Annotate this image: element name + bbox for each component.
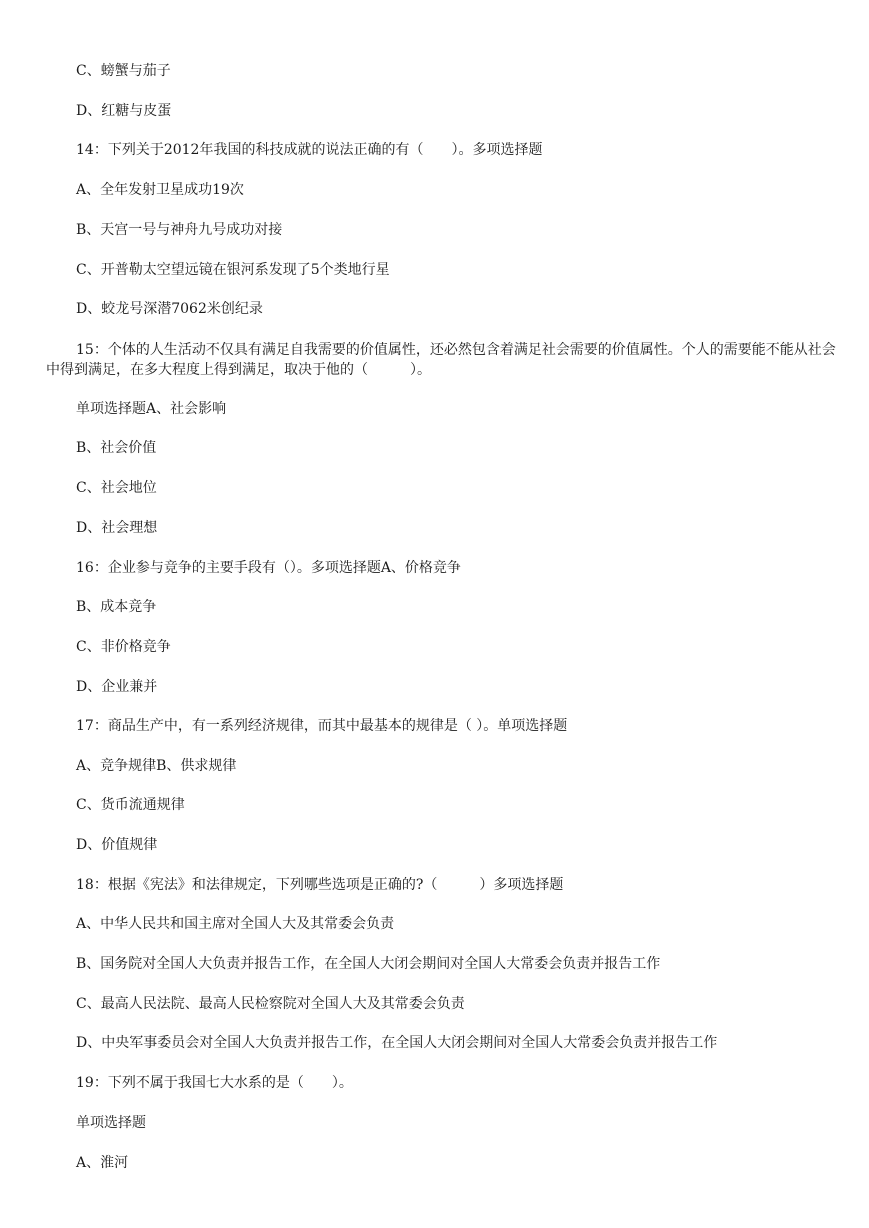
option-c-q14: C、开普勒太空望远镜在银河系发现了5个类地行星 <box>76 262 390 278</box>
question-18: 18：根据《宪法》和法律规定，下列哪些选项是正确的?（ ）多项选择题 <box>76 877 564 893</box>
option-c-q17: C、货币流通规律 <box>76 797 185 813</box>
option-c-q13: C、螃蟹与茄子 <box>76 63 171 79</box>
question-14: 14：下列关于2012年我国的科技成就的说法正确的有（ ）。多项选择题 <box>76 142 543 158</box>
option-ab-q17: A、竞争规律B、供求规律 <box>76 758 237 774</box>
question-16: 16：企业参与竞争的主要手段有（）。多项选择题A、价格竞争 <box>76 560 461 576</box>
question-15: 15：个体的人生活动不仅具有满足自我需要的价值属性，还必然包含着满足社会需要的价值属性。个人的需要能不能从社会中得到满足，在多大程度上得到满足，取决于他的（ ）。 <box>46 342 836 378</box>
option-b-q16: B、成本竞争 <box>76 599 157 615</box>
option-d-q14: D、蛟龙号深潜7062米创纪录 <box>76 301 263 317</box>
option-a-q18: A、中华人民共和国主席对全国人大及其常委会负责 <box>76 916 395 932</box>
option-c-q18: C、最高人民法院、最高人民检察院对全国人大及其常委会负责 <box>76 996 465 1012</box>
option-b-q18: B、国务院对全国人大负责并报告工作，在全国人大闭会期间对全国人大常委会负责并报告工作 <box>76 956 661 972</box>
option-d-q17: D、价值规律 <box>76 837 158 853</box>
question-19-type: 单项选择题 <box>76 1115 146 1131</box>
option-d-q15: D、社会理想 <box>76 520 158 536</box>
question-19: 19：下列不属于我国七大水系的是（ ）。 <box>76 1075 353 1091</box>
option-c-q16: C、非价格竞争 <box>76 639 171 655</box>
option-d-q13: D、红糖与皮蛋 <box>76 103 172 119</box>
option-d-q16: D、企业兼并 <box>76 679 158 695</box>
option-b-q15: B、社会价值 <box>76 440 157 456</box>
option-b-q14: B、天宫一号与神舟九号成功对接 <box>76 222 283 238</box>
question-15-type-option-a: 单项选择题A、社会影响 <box>76 401 227 417</box>
option-a-q19: A、淮河 <box>76 1155 129 1171</box>
option-c-q15: C、社会地位 <box>76 480 157 496</box>
option-a-q14: A、全年发射卫星成功19次 <box>76 182 244 198</box>
option-d-q18: D、中央军事委员会对全国人大负责并报告工作，在全国人大闭会期间对全国人大常委会负责并报告工作 <box>76 1035 718 1051</box>
question-17: 17：商品生产中，有一系列经济规律，而其中最基本的规律是（ ）。单项选择题 <box>76 718 568 734</box>
